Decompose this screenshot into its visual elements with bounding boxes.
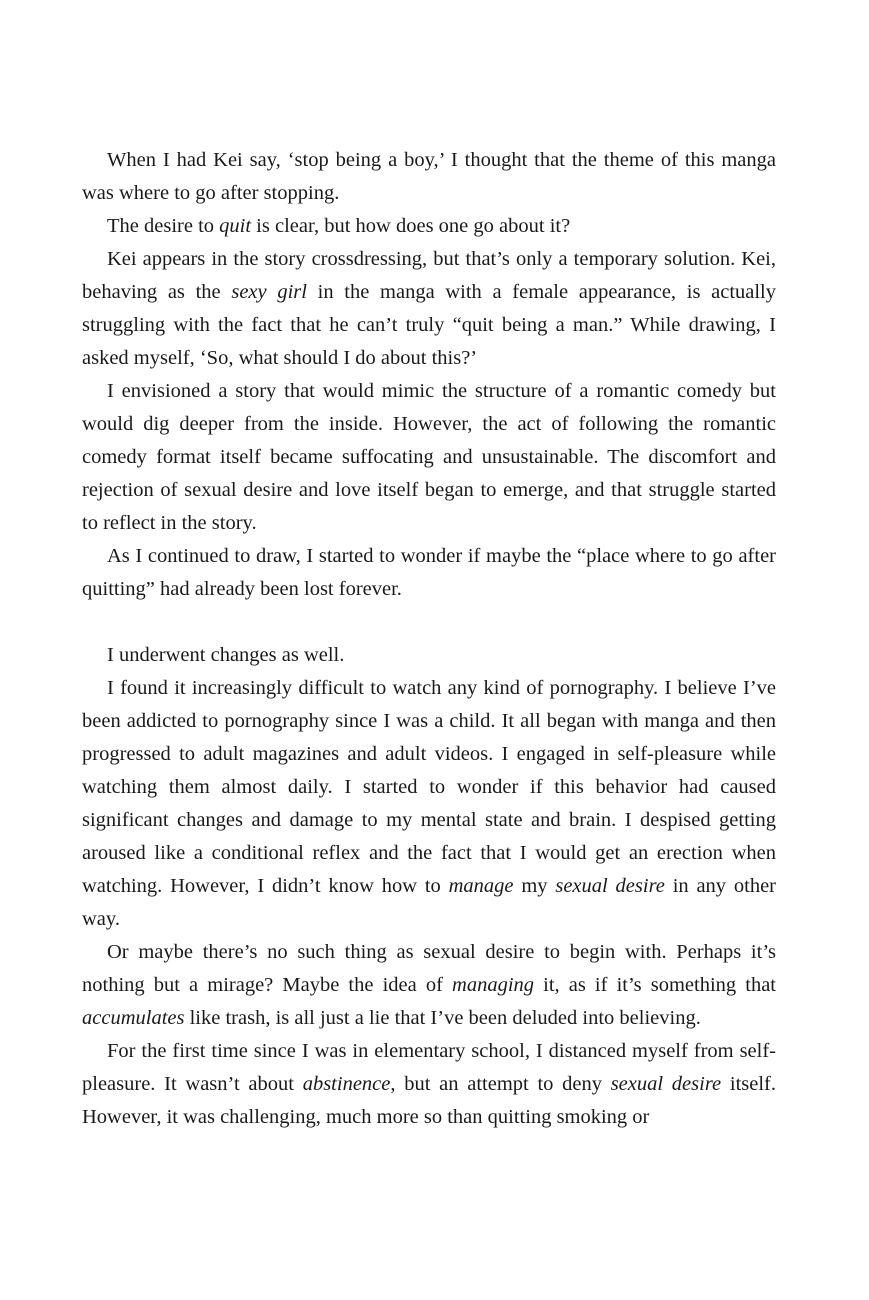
italic-text: sexual desire [555, 875, 665, 897]
paragraph [82, 1035, 776, 1134]
italic-text: accumulates [82, 1007, 185, 1029]
text-segment: like trash, is all just a lie that I’ve been deluded into believing. [184, 1007, 701, 1029]
italic-text: manage [448, 875, 514, 897]
italic-text: managing [452, 974, 535, 996]
text-section-2 [82, 639, 776, 1134]
italic-text: quit [219, 215, 252, 237]
text-segment: Or maybe there’s no such thing as sexual desire to begin with. Perhaps it’s nothing but a mirage? Maybe the idea of [82, 941, 776, 996]
section-break [82, 606, 776, 639]
text-segment: When I had Kei say, ‘stop being a boy,’ I thought that the theme of this manga was where to go after stopping. [82, 149, 776, 204]
paragraph [82, 144, 776, 210]
text-section-1 [82, 144, 776, 606]
paragraph [82, 210, 776, 243]
text-segment: I envisioned a story that would mimic the structure of a romantic comedy but would dig deeper from the inside. However, the act of following the romantic comedy format itself became suffocating and unsustainable. The discomfort and rejection of sexual desire and love itself began to emerge, and that struggle started to reflect in the story. [82, 380, 776, 534]
paragraph [82, 540, 776, 606]
paragraph [82, 672, 776, 936]
page-body [82, 144, 776, 1134]
text-segment: , but an attempt to deny [390, 1073, 611, 1095]
text-segment: it, as if it’s something that [534, 974, 776, 996]
text-segment: itself. However, it was challenging, much more so than quitting smoking or [82, 1073, 777, 1128]
text-segment: in any other way. [82, 875, 776, 930]
italic-text: sexy girl [231, 281, 307, 303]
italic-text: sexual desire [610, 1073, 722, 1095]
text-segment: Kei appears in the story crossdressing, but that’s only a temporary solution. Kei, behaving as the [82, 248, 776, 303]
text-segment: I found it increasingly difficult to watch any kind of pornography. I believe I’ve been addicted to pornography since I was a child. It all began with manga and then progressed to adult magazines and adult videos. I engaged in self-pleasure while watching them almost daily. I started to wonder if this behavior had caused significant changes and damage to my mental state and brain. I despised getting aroused like a conditional reflex and the fact that I would get an erection when watching. However, I didn’t know how to [82, 677, 776, 897]
text-segment: The desire to [107, 215, 220, 237]
text-segment: in the manga with a female appearance, is actually struggling with the fact that he can’t truly “quit being a man.” While drawing, I asked myself, ‘So, what should I do about this?’ [82, 281, 776, 369]
text-segment: As I continued to draw, I started to wonder if maybe the “place where to go after quitting” had already been lost forever. [82, 545, 776, 600]
italic-text: abstinence [302, 1073, 391, 1095]
paragraph [82, 375, 776, 540]
paragraph [82, 936, 776, 1035]
paragraph [82, 639, 776, 672]
text-segment: I underwent changes as well. [107, 644, 345, 666]
text-segment: For the first time since I was in elementary school, I distanced myself from self-pleasure. It wasn’t about [82, 1040, 776, 1095]
text-segment: is clear, but how does one go about it? [251, 215, 571, 237]
paragraph [82, 243, 776, 375]
text-segment: my [513, 875, 556, 897]
